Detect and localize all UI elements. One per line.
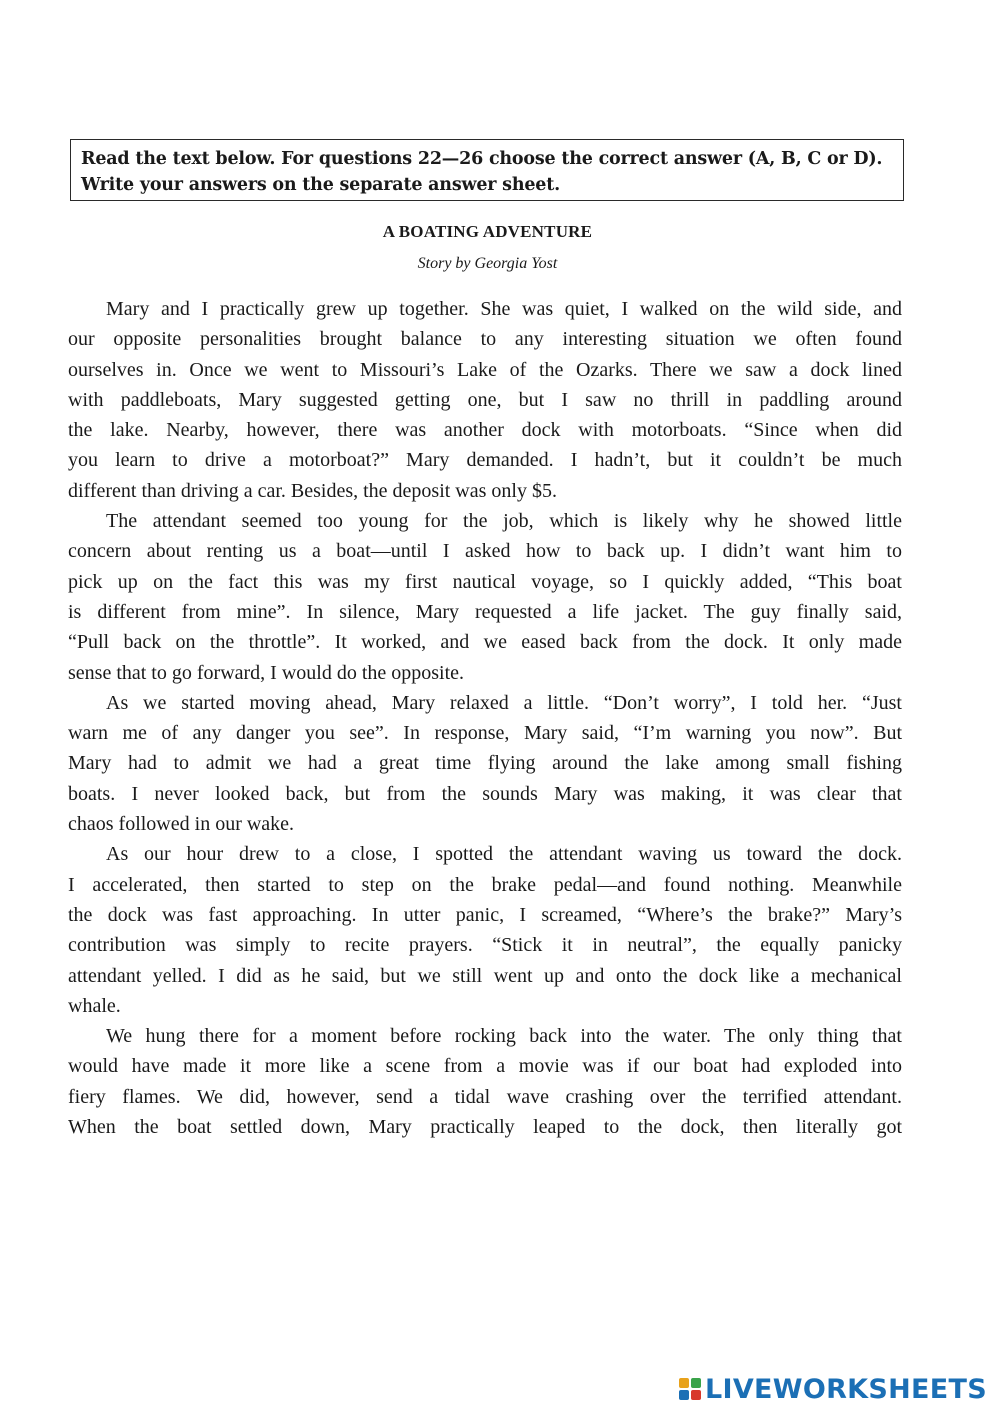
story-byline: Story by Georgia Yost <box>417 255 558 272</box>
story-line: concern about renting us a boat—until I asked how to back up. I didn’t want him to <box>68 540 902 563</box>
story-line: would have made it more like a scene from a movie was if our boat had exploded into <box>68 1055 902 1078</box>
story-paragraph <box>68 294 902 506</box>
story-line: ourselves in. Once we went to Missouri’s Lake of the Ozarks. There we saw a dock lined <box>68 358 902 381</box>
story-line: Mary and I practically grew up together. She was quiet, I walked on the wild side, and <box>106 298 902 320</box>
instructions-line-2: Write your answers on the separate answer sheet. <box>81 175 560 195</box>
story-line: chaos followed in our wake. <box>68 813 295 836</box>
story-line: I accelerated, then started to step on the brake pedal—and found nothing. Meanwhile <box>68 873 902 896</box>
story-line: contribution was simply to recite prayers. “Stick it in neutral”, the equally panicky <box>68 934 902 957</box>
story-line: When the boat settled down, Mary practically leaped to the dock, then literally got <box>68 1116 902 1139</box>
logo-text: LIVEWORKSHEETS <box>704 1373 987 1405</box>
story-line: with paddleboats, Mary suggested getting one, but I saw no thrill in paddling around <box>68 388 902 411</box>
story-line: warn me of any danger you see”. In response, Mary said, “I’m warning you now”. But <box>68 722 902 745</box>
liveworksheets-logo-icon <box>679 1378 701 1400</box>
story-line: you learn to drive a motorboat?” Mary demanded. I hadn’t, but it couldn’t be much <box>68 449 902 472</box>
instructions-line-1: Read the text below. For questions 22—26 choose the correct answer (A, B, C or D). <box>81 149 883 169</box>
story-line: fiery flames. We did, however, send a tidal wave crashing over the terrified attendant. <box>68 1085 902 1108</box>
instructions-box <box>70 139 904 201</box>
story-paragraph <box>68 688 902 839</box>
story-paragraph <box>68 839 902 1021</box>
story-body <box>68 294 902 1142</box>
story-line: We hung there for a moment before rocking back into the water. The only thing that <box>106 1025 902 1048</box>
story-line: different than driving a car. Besides, the deposit was only $5. <box>68 479 557 502</box>
story-line: sense that to go forward, I would do the opposite. <box>68 661 465 684</box>
liveworksheets-logo <box>679 1374 987 1404</box>
story-paragraph <box>68 506 902 688</box>
story-line: As we started moving ahead, Mary relaxed a little. “Don’t worry”, I told her. “Just <box>106 691 902 714</box>
story-line: is different from mine”. In silence, Mary requested a life jacket. The guy finally said, <box>68 600 902 623</box>
story-paragraph <box>68 1021 902 1142</box>
story-line: pick up on the fact this was my first nautical voyage, so I quickly added, “This boat <box>68 570 902 593</box>
story-line: attendant yelled. I did as he said, but we still went up and onto the dock like a mechanical <box>68 964 902 987</box>
story-line: Mary had to admit we had a great time flying around the lake among small fishing <box>68 752 902 775</box>
story-line: boats. I never looked back, but from the sounds Mary was making, it was clear that <box>68 782 902 805</box>
story-line: the lake. Nearby, however, there was another dock with motorboats. “Since when did <box>68 419 902 442</box>
story-line: As our hour drew to a close, I spotted the attendant waving us toward the dock. <box>106 843 902 866</box>
story-line: our opposite personalities brought balance to any interesting situation we often found <box>68 328 902 351</box>
story-title: A BOATING ADVENTURE <box>382 222 593 241</box>
story-line: The attendant seemed too young for the job, which is likely why he showed little <box>106 510 902 533</box>
story-line: whale. <box>68 994 121 1017</box>
story-line: the dock was fast approaching. In utter panic, I screamed, “Where’s the brake?” Mary’s <box>68 903 902 926</box>
story-line: “Pull back on the throttle”. It worked, and we eased back from the dock. It only made <box>68 631 902 654</box>
